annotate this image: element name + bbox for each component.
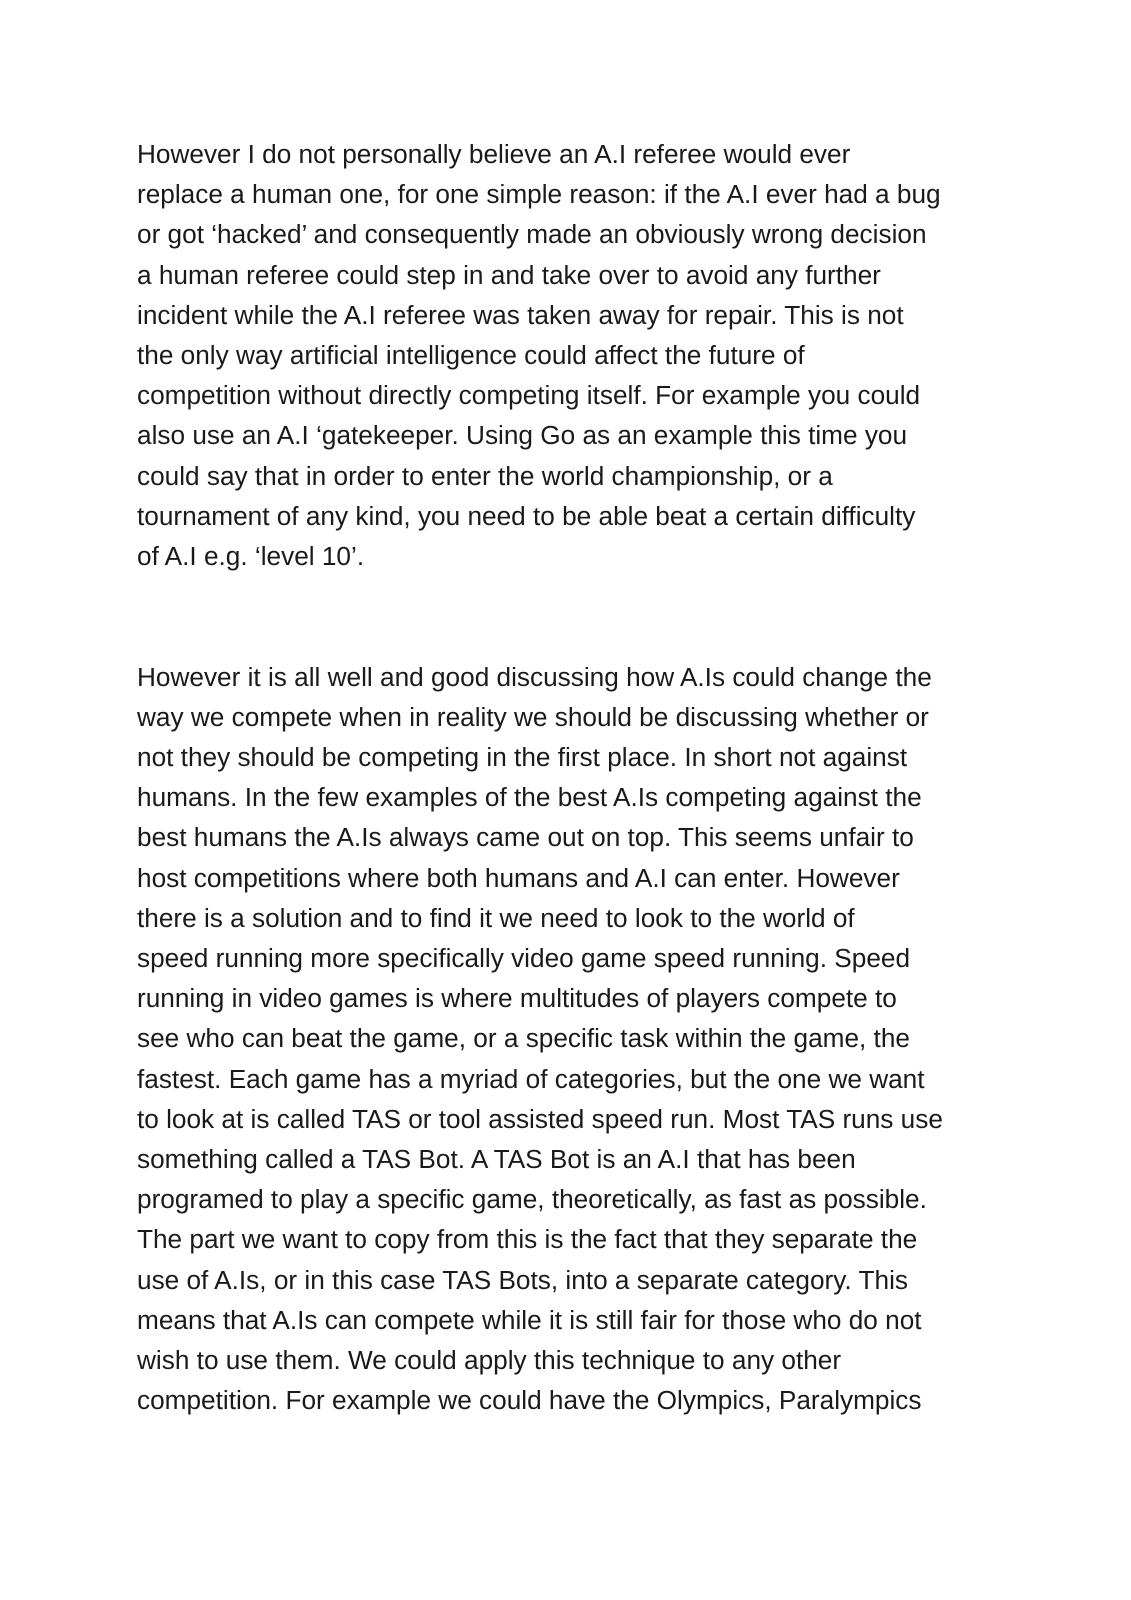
- text-line: programed to play a specific game, theoretically, as fast as possible.: [137, 1184, 927, 1215]
- text-line: incident while the A.I referee was taken away for repair. This is not: [137, 299, 904, 330]
- text-line: host competitions where both humans and A.I can enter. However: [137, 862, 900, 893]
- text-line: However I do not personally believe an A.I referee would ever: [137, 139, 851, 169]
- text-line: of A.I e.g. ‘level 10’.: [137, 541, 365, 572]
- text-line: use of A.Is, or in this case TAS Bots, into a separate category. This: [137, 1264, 908, 1295]
- text-line: not they should be competing in the first place. In short not against: [137, 742, 908, 773]
- text-line: could say that in order to enter the world championship, or a: [137, 460, 833, 491]
- text-line: competition. For example we could have the Olympics, Paralympics: [137, 1385, 922, 1416]
- text-line: also use an A.I ‘gatekeeper. Using Go as an example this time you: [137, 420, 908, 451]
- text-line: speed running more specifically video game speed running. Speed: [137, 943, 911, 974]
- text-line: humans. In the few examples of the best A.Is competing against the: [137, 782, 922, 813]
- text-line: competition without directly competing itself. For example you could: [137, 380, 921, 411]
- document-body: [137, 134, 1017, 1420]
- text-line: the only way artificial intelligence could affect the future of: [137, 340, 805, 371]
- text-line: or got ‘hacked’ and consequently made an obviously wrong decision: [137, 219, 927, 250]
- text-line: way we compete when in reality we should be discussing whether or: [137, 701, 929, 732]
- paragraph-spacer: [137, 576, 1017, 656]
- paragraph-2: [137, 657, 1017, 1421]
- text-line: best humans the A.Is always came out on top. This seems unfair to: [137, 822, 914, 853]
- text-line: tournament of any kind, you need to be able beat a certain difficulty: [137, 500, 916, 531]
- text-line: there is a solution and to find it we need to look to the world of: [137, 902, 855, 933]
- text-line: running in video games is where multitudes of players compete to: [137, 983, 897, 1014]
- text-line: see who can beat the game, or a specific task within the game, the: [137, 1023, 910, 1054]
- text-line: wish to use them. We could apply this technique to any other: [137, 1345, 842, 1376]
- text-line: a human referee could step in and take over to avoid any further: [137, 259, 881, 290]
- text-line: The part we want to copy from this is the fact that they separate the: [137, 1224, 918, 1255]
- paragraph-1: [137, 134, 1017, 576]
- text-line: to look at is called TAS or tool assisted speed run. Most TAS runs use: [137, 1103, 943, 1134]
- text-line: means that A.Is can compete while it is still fair for those who do not: [137, 1304, 922, 1335]
- text-line: replace a human one, for one simple reason: if the A.I ever had a bug: [137, 179, 941, 210]
- text-line: something called a TAS Bot. A TAS Bot is an A.I that has been: [137, 1144, 856, 1175]
- text-line: However it is all well and good discussing how A.Is could change the: [137, 661, 932, 692]
- text-line: fastest. Each game has a myriad of categories, but the one we want: [137, 1063, 925, 1094]
